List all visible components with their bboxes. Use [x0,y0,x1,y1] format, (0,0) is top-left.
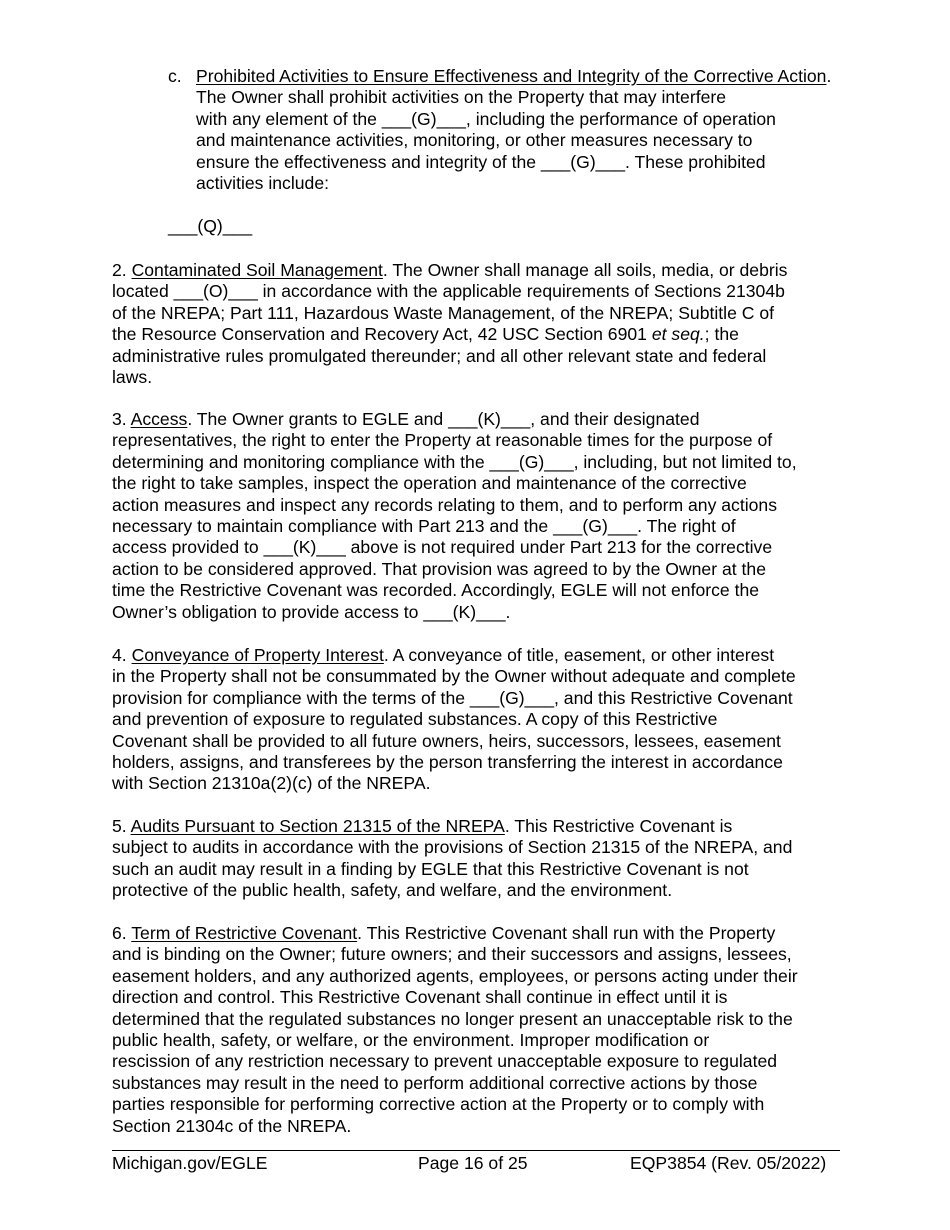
item-c-heading: Prohibited Activities to Ensure Effectiveness and Integrity of the Corrective Action [196,66,827,86]
item-c-body: . The Owner shall prohibit activities on the Property that may interfere with any element of the ___(G)___, including the performance of operation and maintenance activities, monitoring, or other measures necessary to ensure the effectiveness and integrity of the ___(G)___. These prohibited activities include: [196,66,832,194]
section-2-body-a: . The Owner shall manage all soils, media, or debris located ___(O)___ in accordance with the applicable requirements of Sections 21304b of the NREPA; Part 111, Hazardous Waste Management, of the NREPA; Subtitle C of the Resource Conservation and Recovery Act, 42 USC Section 6901 [112,260,788,345]
section-4-paragraph [112,645,847,795]
section-4-number: 4. [112,645,132,665]
section-2-italic: et seq. [651,324,705,345]
section-6-paragraph [112,923,847,1137]
section-2-heading: Contaminated Soil Management [131,260,383,280]
item-c-paragraph [196,66,836,194]
section-5-body: . This Restrictive Covenant is subject to audits in accordance with the provisions of Section 21315 of the NREPA, and such an audit may result in a finding by EGLE that this Restrictive Covenant is not protective of the public health, safety, and welfare, and the environment. [112,816,793,901]
item-c-placeholder: ___(Q)___ [168,216,253,236]
section-3-body: . The Owner grants to EGLE and ___(K)___, and their designated representatives, the right to enter the Property at reasonable times for the purpose of determining and monitoring compliance with the ___(G)___, including, but not limited to, the right to take samples, inspect the operation and maintenance of the corrective action measures and inspect any records relating to them, and to perform any actions necessary to maintain compliance with Part 213 and the ___(G)___. The right of access provided to ___(K)___ above is not required under Part 213 for the corrective action to be considered approved. That provision was agreed to by the Owner at the time the Restrictive Covenant was recorded. Accordingly, EGLE will not enforce the Owner’s obligation to provide access to ___(K)___. [112,409,797,622]
section-3-heading: Access [130,409,188,429]
section-2-number: 2. [112,260,132,280]
section-5-paragraph [112,816,847,902]
section-4-heading: Conveyance of Property Interest [131,645,384,665]
section-2-paragraph [112,260,847,388]
section-5-number: 5. [112,816,131,836]
section-6-body: . This Restrictive Covenant shall run with the Property and is binding on the Owner; future owners; and their successors and assigns, lessees, easement holders, and any authorized agents, employees, or persons acting under their direction and control. This Restrictive Covenant shall continue in effect until it is determined that the regulated substances no longer present an unacceptable risk to the public health, safety, or welfare, or the environment. Improper modification or rescission of any restriction necessary to prevent unacceptable exposure to regulated substances may result in the need to perform additional corrective actions by those parties responsible for performing corrective action at the Property or to comply with Section 21304c of the NREPA. [112,923,798,1136]
footer-page-number: Page 16 of 25 [418,1153,528,1173]
section-3-paragraph [112,409,847,623]
footer-divider [112,1150,840,1151]
footer-left: Michigan.gov/EGLE [112,1153,268,1173]
section-4-body: . A conveyance of title, easement, or other interest in the Property shall not be consummated by the Owner without adequate and complete provision for compliance with the terms of the ___(G)___, and this Restrictive Covenant and prevention of exposure to regulated substances. A copy of this Restrictive Covenant shall be provided to all future owners, heirs, successors, lessees, easement holders, assigns, and transferees by the person transferring the interest in accordance with Section 21310a(2)(c) of the NREPA. [112,645,796,794]
section-6-number: 6. [112,923,132,943]
item-c-marker: c. [168,66,182,86]
section-5-heading: Audits Pursuant to Section 21315 of the NREPA [130,816,505,836]
footer-form-number: EQP3854 (Rev. 05/2022) [630,1153,827,1173]
section-3-number: 3. [112,409,131,429]
section-6-heading: Term of Restrictive Covenant [131,923,358,943]
section-2-body-b: ; the administrative rules promulgated thereunder; and all other relevant state and federal laws. [112,324,767,388]
